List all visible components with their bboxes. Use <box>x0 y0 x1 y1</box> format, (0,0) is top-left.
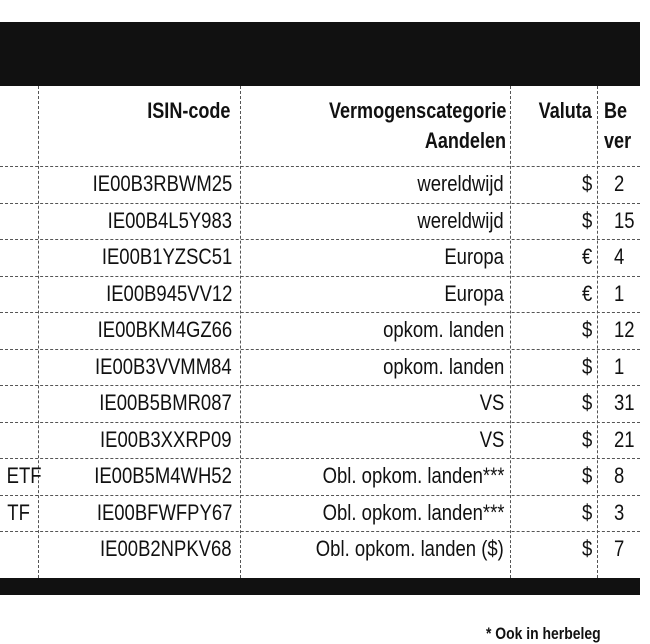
table-cell-currency: $ <box>581 390 592 415</box>
table-cell-amount: 3 <box>614 499 625 525</box>
table-cell-currency: $ <box>581 207 592 233</box>
table-cell-category: Europa <box>444 280 504 306</box>
table-cell-name <box>0 349 30 385</box>
table-cell-category: Obl. opkom. landen ($) <box>316 536 504 561</box>
table-cell-currency: $ <box>581 499 592 525</box>
table-cell-currency: $ <box>581 536 592 561</box>
table-cell-isin: IE00B3XXRP09 <box>100 426 232 452</box>
table-cell-isin: IE00BFWFPY67 <box>96 499 232 525</box>
column-divider <box>38 86 39 578</box>
table-cell-isin: IE00B4L5Y983 <box>107 207 232 233</box>
table-cell-currency: $ <box>581 426 592 452</box>
table-cell-currency: $ <box>581 317 592 342</box>
table-cell-name <box>0 166 30 202</box>
table-cell-isin: IE00B3VVMM84 <box>95 353 232 379</box>
table-cell-category: wereldwijd <box>417 207 504 233</box>
table-cell-amount: 7 <box>614 536 625 561</box>
table-cell-category: opkom. landen <box>382 317 504 342</box>
table-cell-isin: IE00B5BMR087 <box>99 390 232 415</box>
table-footer-bar <box>0 578 640 595</box>
column-divider <box>510 86 511 578</box>
table-cell-name <box>0 239 30 275</box>
table-cell-name <box>0 312 30 348</box>
table-cell-isin: IE00B2NPKV68 <box>100 536 232 561</box>
header-category-line2: Aandelen <box>424 128 506 153</box>
table-header-bar <box>0 22 640 86</box>
header-amount-line1: Be <box>604 98 628 123</box>
table-cell-amount: 8 <box>614 463 625 488</box>
table-cell-name <box>0 385 30 421</box>
header-currency: Valuta <box>538 98 592 123</box>
table-cell-amount: 31 <box>614 390 635 415</box>
table-cell-category: Obl. opkom. landen*** <box>322 463 504 488</box>
table-cell-category: Obl. opkom. landen*** <box>322 499 504 525</box>
table-cell-isin: IE00B3RBWM25 <box>92 171 232 196</box>
table-cell-isin: IE00B5M4WH52 <box>94 463 232 488</box>
header-amount-line2: ver <box>604 128 632 153</box>
table-cell-category: wereldwijd <box>417 171 504 196</box>
table-cell-amount: 12 <box>614 317 635 342</box>
table-cell-name <box>0 422 30 458</box>
table-cell-amount: 4 <box>614 244 625 269</box>
table-cell-amount: 2 <box>614 171 625 196</box>
table-cell-amount: 1 <box>614 353 625 379</box>
table-cell-category: Europa <box>444 244 504 269</box>
table-cell-category: VS <box>479 426 504 452</box>
footnote: * Ook in herbeleg <box>486 624 601 643</box>
table-cell-currency: $ <box>581 463 592 488</box>
table-cell-isin: IE00BKM4GZ66 <box>97 317 232 342</box>
table-cell-name <box>0 203 30 239</box>
table-cell-isin: IE00B945VV12 <box>105 280 232 306</box>
table-cell-amount: 21 <box>614 426 635 452</box>
table-cell-category: VS <box>479 390 504 415</box>
table-cell-name: ETF <box>6 463 42 488</box>
header-category-line1: Vermogenscategorie <box>328 98 506 123</box>
header-isin: ISIN-code <box>146 98 230 123</box>
table-cell-category: opkom. landen <box>382 353 504 379</box>
table-cell-name <box>0 531 30 567</box>
column-divider <box>597 86 598 578</box>
table-cell-amount: 15 <box>614 207 635 233</box>
table-cell-currency: $ <box>581 353 592 379</box>
column-divider <box>240 86 241 578</box>
table-cell-currency: € <box>581 280 592 306</box>
table-cell-name: TF <box>7 499 30 525</box>
table-cell-amount: 1 <box>614 280 625 306</box>
table-cell-currency: $ <box>581 171 592 196</box>
table-cell-isin: IE00B1YZSC51 <box>101 244 232 269</box>
table-cell-name <box>0 276 30 312</box>
table-cell-currency: € <box>581 244 592 269</box>
